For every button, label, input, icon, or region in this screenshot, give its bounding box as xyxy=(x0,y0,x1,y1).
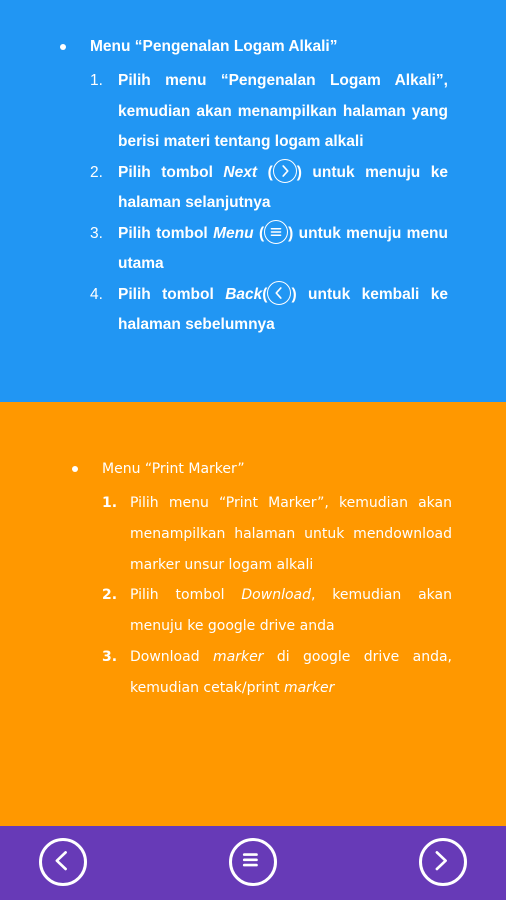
item-text-emphasis: Back xyxy=(225,285,263,303)
instructions-block-1 xyxy=(60,36,448,341)
bullet-heading-1 xyxy=(60,36,448,58)
list-item xyxy=(102,488,452,580)
chevron-right-icon xyxy=(273,159,297,183)
item-text-emphasis: Next xyxy=(223,163,258,181)
hamburger-menu-icon xyxy=(264,220,288,244)
list-item xyxy=(90,219,448,280)
instructions-block-2 xyxy=(72,458,452,704)
section-pengenalan-logam-alkali xyxy=(0,0,506,402)
bullet-heading-text: Menu “Pengenalan Logam Alkali” xyxy=(90,38,338,55)
chevron-left-icon xyxy=(267,281,291,305)
item-text-post: , kemudian akan menuju ke google drive anda xyxy=(130,587,452,635)
chevron-right-icon xyxy=(422,841,464,883)
bullet-heading-2 xyxy=(72,458,452,480)
chevron-left-icon xyxy=(42,841,84,883)
item-text-pre: Download xyxy=(130,648,213,665)
paren-open: ( xyxy=(262,285,268,303)
item-text: Pilih menu “Pengenalan Logam Alkali”, kemudian akan menampilkan halaman yang berisi materi tentang logam alkali xyxy=(118,72,448,150)
paren-open: ( xyxy=(258,224,265,242)
item-number: 1. xyxy=(90,72,103,89)
item-text-emphasis: Menu xyxy=(213,224,254,242)
list-item xyxy=(102,642,452,704)
item-text-emphasis: marker xyxy=(212,648,264,665)
item-text-post: untuk kembali ke halaman sebelumnya xyxy=(118,285,448,333)
menu-button[interactable] xyxy=(229,838,277,886)
list-item xyxy=(102,580,452,642)
paren-close: ) xyxy=(296,163,302,181)
item-text-pre: Pilih tombol xyxy=(130,587,242,604)
item-text-post: di google drive anda, kemudian cetak/print xyxy=(130,648,452,696)
paren-close: ) xyxy=(288,224,294,242)
item-text: Pilih menu “Print Marker”, kemudian akan menampilkan halaman untuk mendownload marker unsur logam alkali xyxy=(130,495,452,573)
next-button[interactable] xyxy=(419,838,467,886)
list-item xyxy=(90,280,448,341)
back-button[interactable] xyxy=(39,838,87,886)
bottom-nav-bar xyxy=(0,826,506,900)
item-text-post: untuk menuju menu utama xyxy=(118,224,448,272)
list-item xyxy=(90,66,448,158)
section-print-marker xyxy=(0,402,506,826)
item-text-pre: Pilih tombol xyxy=(118,163,224,181)
bullet-dot-icon xyxy=(72,466,78,472)
item-text-emphasis: Download xyxy=(241,587,311,604)
item-text-pre: Pilih tombol xyxy=(118,224,214,242)
item-number: 4. xyxy=(90,285,103,303)
item-text-emphasis-2: marker xyxy=(283,679,335,696)
bullet-dot-icon xyxy=(60,44,66,50)
item-number: 3. xyxy=(90,224,103,242)
bullet-heading-text: Menu “Print Marker” xyxy=(102,461,245,477)
hamburger-menu-icon xyxy=(232,841,274,883)
list-item xyxy=(90,158,448,219)
item-text-post: untuk menuju ke halaman selanjutnya xyxy=(118,163,448,211)
item-text-pre: Pilih tombol xyxy=(118,285,226,303)
instruction-list-1 xyxy=(60,66,448,341)
paren-close: ) xyxy=(291,285,297,303)
item-number: 2. xyxy=(102,587,118,604)
item-number: 2. xyxy=(90,163,103,181)
paren-open: ( xyxy=(267,163,273,181)
item-number: 3. xyxy=(102,648,118,665)
item-number: 1. xyxy=(102,495,118,511)
instruction-list-2 xyxy=(72,488,452,704)
